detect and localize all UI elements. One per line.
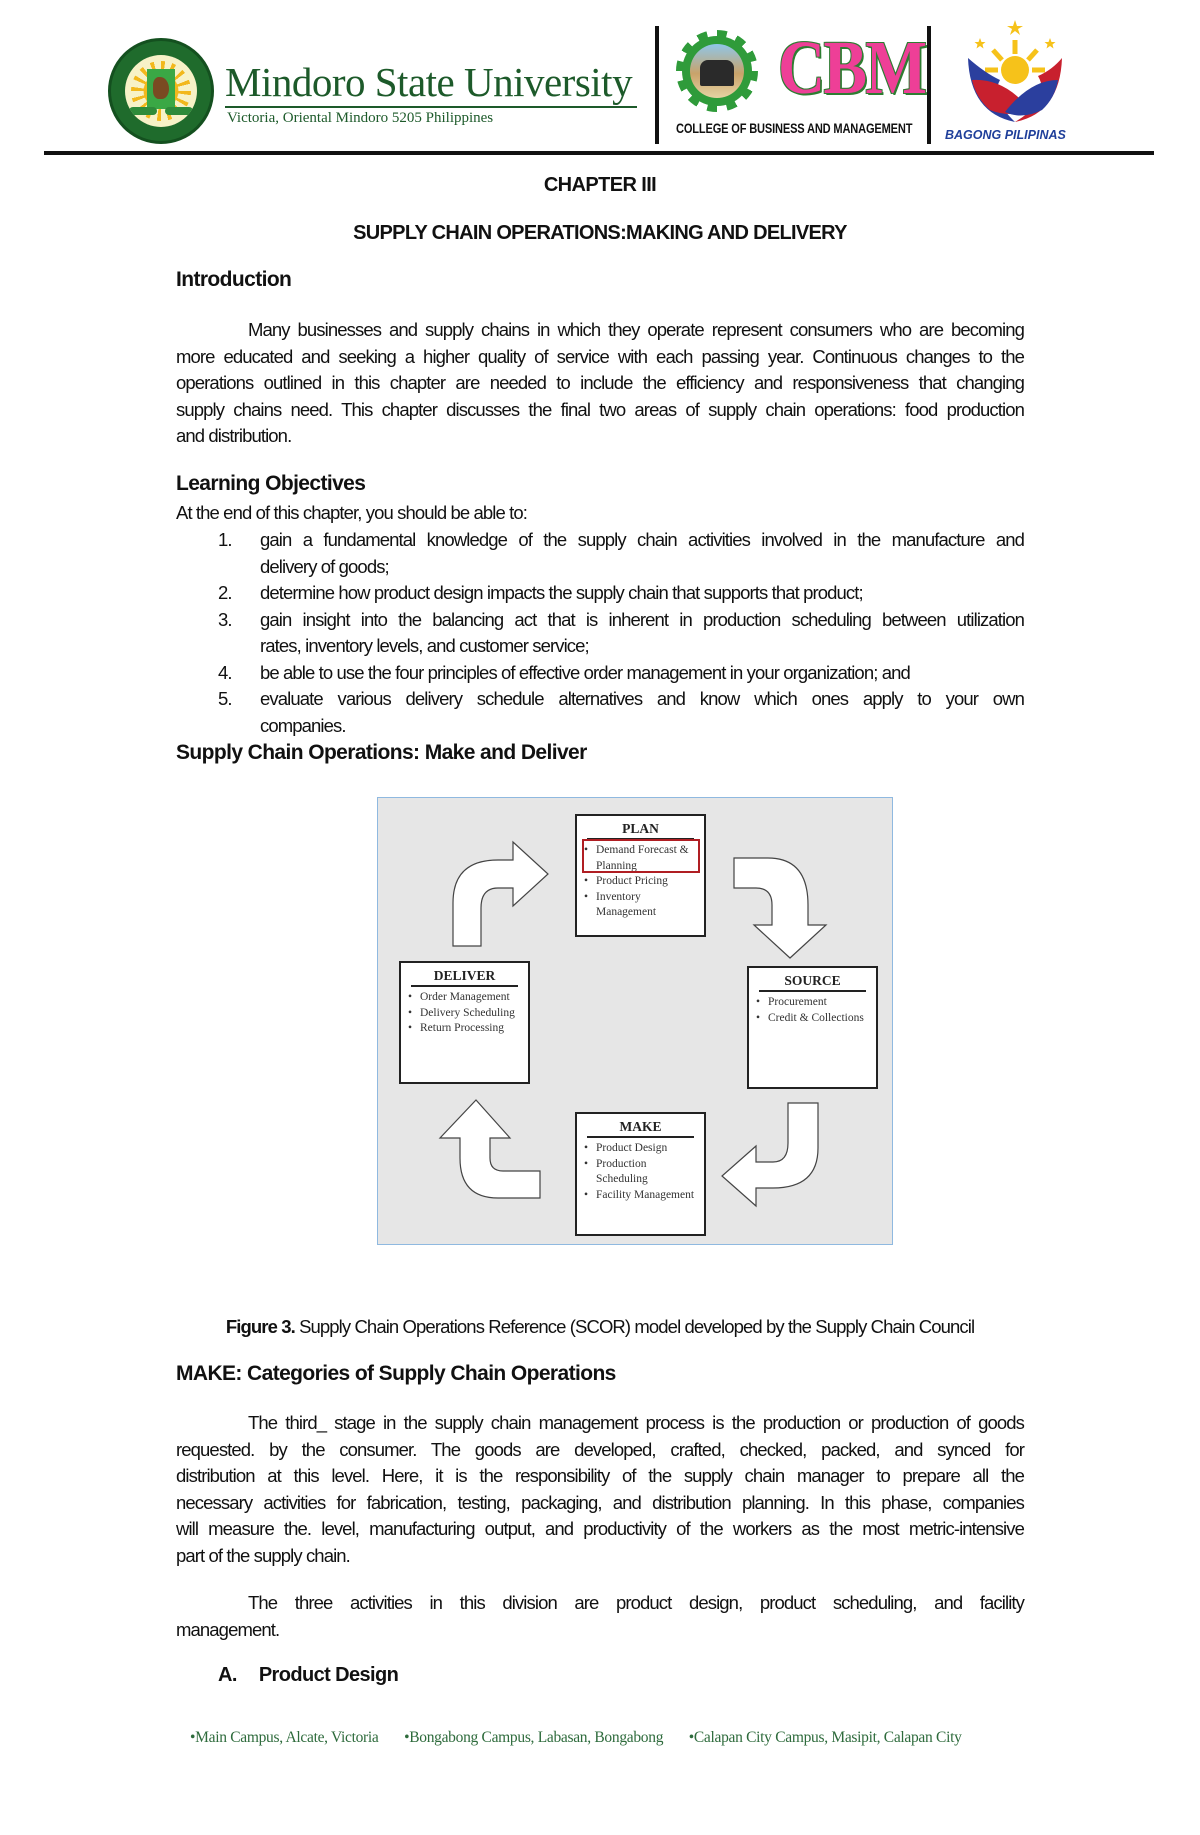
header-divider — [655, 26, 659, 144]
university-seal-logo — [108, 38, 214, 144]
introduction-heading: Introduction — [176, 268, 292, 291]
make-categories-paragraph-1: The third_ stage in the supply chain management process is the production or production of goods requested. by the consumer. The goods are developed, crafted, checked, packed, and synced for distribution at this level. Here, it is the responsibility of the supply chain manager to prepare all the necessary activities for fabrication, testing, packaging, and distribution planning. In this phase, companies will measure the. level, manufacturing output, and productivity of the workers as the most metric-intensive part of the supply chain. — [176, 1412, 1024, 1566]
seal-emblem — [125, 55, 197, 127]
make-box — [575, 1112, 706, 1236]
plan-title: PLAN — [587, 821, 694, 840]
deliver-box — [399, 961, 530, 1084]
bagong-pilipinas-label: BAGONG PILIPINAS — [945, 128, 1066, 142]
campus-footer — [190, 1729, 984, 1747]
university-address: Victoria, Oriental Mindoro 5205 Philippines — [227, 110, 494, 126]
objective-item-2: 2. determine how product design impacts the supply chain that supports that product; — [218, 582, 863, 603]
objective-item-4: 4. be able to use the four principles of effective order management in your organization; and — [218, 661, 910, 683]
make-items: • Product Design • Production Scheduling • Facility Management — [577, 1141, 704, 1203]
campus-main: •Main Campus, Alcate, Victoria — [190, 1729, 379, 1746]
plan-items: • Demand Forecast & Planning • Product Pricing • Inventory Management — [577, 843, 704, 921]
figure-caption-text: Supply Chain Operations Reference (SCOR) model developed by the Supply Chain Council — [294, 1316, 975, 1337]
arrow-source-to-make-icon — [718, 1098, 838, 1208]
campus-bongabong: •Bongabong Campus, Labasan, Bongabong — [404, 1729, 664, 1746]
chapter-label: CHAPTER III — [543, 174, 657, 196]
make-categories-heading: MAKE: Categories of Supply Chain Operations — [176, 1362, 616, 1385]
arrow-plan-to-source-icon — [728, 850, 848, 960]
source-items: • Procurement • Credit & Collections — [749, 995, 876, 1026]
chapter-title: SUPPLY CHAIN OPERATIONS:MAKING AND DELIVERY — [353, 222, 847, 244]
source-box — [747, 966, 878, 1089]
objective-item-1: 1. gain a fundamental knowledge of the supply chain activities involved in the manufacture and delivery of goods; — [218, 529, 1024, 577]
scor-model-figure — [377, 797, 893, 1245]
figure-caption — [0, 1316, 1200, 1338]
university-name: Mindoro State University — [225, 59, 633, 105]
college-name: COLLEGE OF BUSINESS AND MANAGEMENT — [676, 121, 913, 136]
laurel-left-icon — [129, 107, 157, 115]
source-title: SOURCE — [759, 973, 866, 992]
introduction-paragraph: Many businesses and supply chains in which they operate represent consumers who are becoming more educated and seeking a higher quality of service with each passing year. Continuous changes to the operations outlined in this chapter are needed to include the efficiency and responsiveness that changing supply chains need. This chapter discusses the final two areas of supply chain operations: food production and distribution. — [176, 319, 1024, 446]
learning-objectives-heading: Learning Objectives — [176, 472, 366, 495]
header-rule — [44, 151, 1154, 155]
university-name-underline — [225, 106, 637, 108]
deliver-title: DELIVER — [411, 968, 518, 987]
arrow-make-to-deliver-icon — [428, 1096, 548, 1206]
laurel-right-icon — [165, 107, 193, 115]
campus-calapan: •Calapan City Campus, Masipit, Calapan City — [688, 1729, 962, 1746]
header-divider — [927, 26, 931, 144]
mindoro-map-icon — [153, 77, 169, 99]
college-abbreviation: CBM — [778, 26, 926, 110]
objective-item-5: 5. evaluate various delivery schedule alternatives and know which ones apply to your own companies. — [218, 688, 1024, 736]
people-icon — [700, 60, 734, 86]
objectives-list — [176, 527, 1024, 739]
arrow-deliver-to-plan-icon — [443, 838, 563, 948]
subsection-product-design — [218, 1664, 398, 1687]
figure-caption-label: Figure 3. — [225, 1316, 295, 1337]
make-categories-paragraph-2: The three activities in this division are product design, product scheduling, and facility management. — [176, 1592, 1024, 1640]
plan-box — [575, 814, 706, 937]
objectives-lead: At the end of this chapter, you should be able to: — [176, 502, 527, 523]
make-deliver-heading: Supply Chain Operations: Make and Deliver — [176, 741, 587, 764]
bagong-pilipinas-emblem — [960, 18, 1070, 128]
deliver-items: • Order Management • Delivery Scheduling • Return Processing — [401, 990, 528, 1037]
make-title: MAKE — [587, 1119, 694, 1138]
subsection-letter: A. — [218, 1664, 237, 1686]
highlight-demand-forecast — [582, 839, 700, 873]
objective-item-3: 3. gain insight into the balancing act that is inherent in production scheduling between utilization rates, inventory levels, and customer service; — [218, 608, 1024, 656]
subsection-title: Product Design — [258, 1664, 399, 1686]
cbm-gear-logo — [676, 30, 758, 112]
